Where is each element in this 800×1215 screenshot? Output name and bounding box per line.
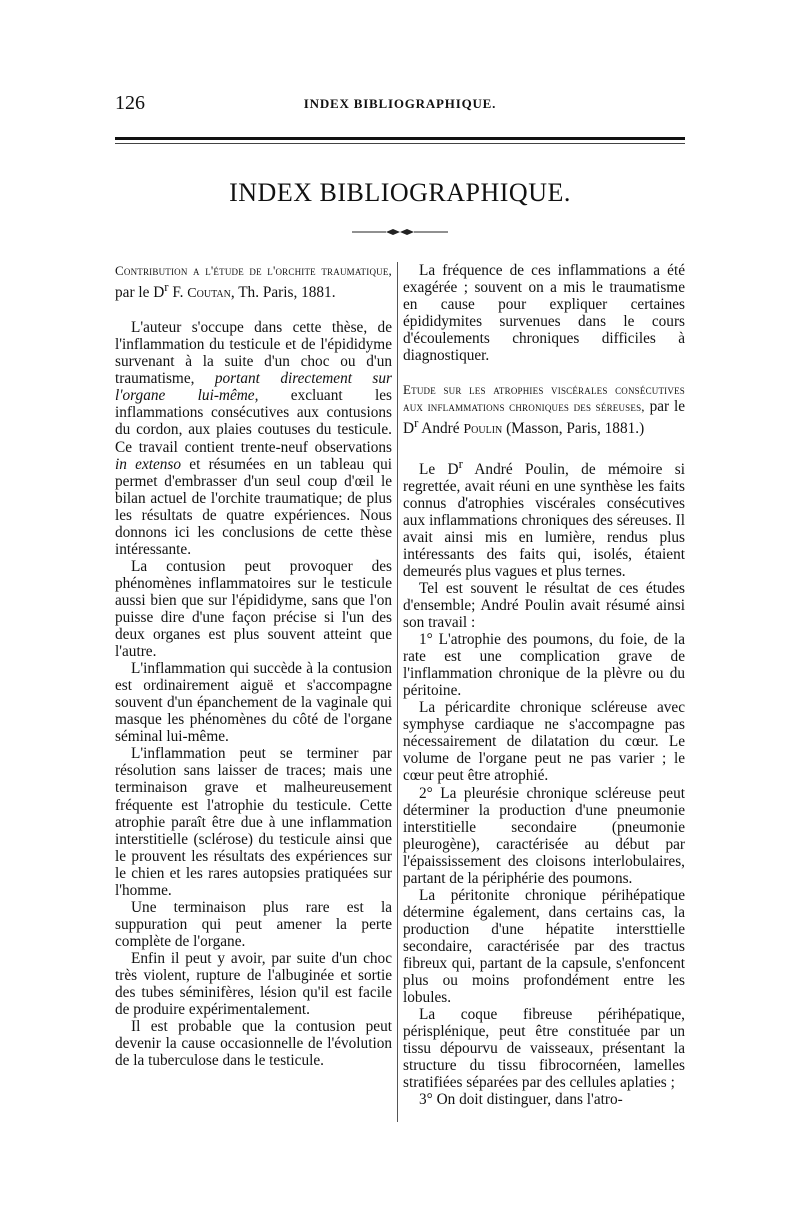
paragraph: 2° La pleurésie chronique scléreuse peut déterminer la production d'une pneumonie interstitielle secondaire (pneumonie pleurogène), caractérisée au début par l'épaississement des cloisons interlobulaires, partant de la périphérie des poumons. [403,784,685,887]
entry-publication: , Th. Paris, 1881. [230,284,336,302]
paragraph: La coque fibreuse périhépatique, périsplénique, peut être constituée par un tissu dépourvu de vaisseaux, présentant la structure du tissu fibrocornéen, lamelles stratifiées séparées par des cellules aplaties ; [403,1006,685,1092]
entry-author-initial: F. [168,284,188,302]
text-run: L'auteur s'occupe dans cette thèse, de l'inflammation du testicule et de l'épididyme survenant à la suite d'un choc ou d'un traumatisme, [115,319,392,388]
entry-author-firstname: André [418,420,464,438]
text-run: excluant les inflammations consécutives aux contusions du cordon, aux plaies coutuses du testicule. Ce travail contient trente-neuf observations [115,387,392,456]
entry-author-name: Poulin [463,422,503,438]
entry-title: Contribution a l'étude de l'orchite traumatique, [115,263,392,278]
italic-run: portant directement sur l'organe lui-même, [115,370,392,405]
superscript: r [458,456,463,471]
paragraph: L'inflammation peut se terminer par résolution sans laisser de traces; mais une terminaison grave et malheureusement fréquente est l'atrophie du testicule. Cette atrophie paraît être due à une inflammation interstitielle (sclérose) du testicule ainsi que le prouvent les résultats des expériences sur le chien et les rares autopsies pratiquées sur l'homme. [115,745,392,899]
entry-author-prefix: par le D [115,284,165,302]
header-rule-thin [115,143,685,144]
paragraph: Enfin il peut y avoir, par suite d'un choc très violent, rupture de l'albuginée et sortie des tubes séminifères, lésion qu'il est facile de produire expérimentalement. [115,949,392,1019]
page-header [115,92,685,120]
paragraph [403,456,685,580]
paragraph: La péritonite chronique périhépatique détermine également, dans certains cas, la production d'une hépatite intersttielle secondaire, caractérisée par des tractus fibreux qui, partant de la capsule, s'enfoncent plus ou moins profondément entre les lobules. [403,886,685,1007]
column-divider [397,262,398,1122]
left-column [115,262,392,1069]
bibliography-entry-coutan [115,262,392,302]
paragraph: 1° L'atrophie des poumons, du foie, de la rate est une complication grave de l'inflammation chronique de la plèvre ou du péritoine. [403,631,685,700]
italic-run: in extenso [115,455,182,473]
paragraph: La péricardite chronique scléreuse avec symphyse cardiaque ne s'accompagne pas nécessairement de dilatation du cœur. Le volume de l'organe peut ne pas varier ; le cœur peut être atrophié. [403,699,685,785]
entry-title: Etude sur les atrophies viscérales consécutives aux inflammations chroniques des séreuses, [403,382,685,415]
entry-author-name: Coutan [187,286,231,302]
entry-author-prefix: par le D [403,398,685,438]
page-number: 126 [115,92,145,114]
entry-author-sup: r [164,280,169,295]
paragraph: La fréquence de ces inflammations a été exagérée ; souvent on a mis le traumatisme en cause pour expliquer certaines épididymites survenues dans le cours d'écoulements chroniques difficiles à diagnostiquer. [403,262,685,365]
paragraph: Une terminaison plus rare est la suppuration qui peut amener la perte complète de l'organe. [115,898,392,950]
entry-author-sup: r [414,416,419,431]
paragraph: La contusion peut provoquer des phénomènes inflammatoires sur le testicule aussi bien que sur l'épididyme, sans que l'on puisse dire d'une façon précise si l'un des deux organes est plus souvent atteint que l'autre. [115,557,392,661]
text-run: André Poulin, de mémoire si regrettée, avait réuni en une synthèse les faits connus d'atrophies viscérales consécutives aux inflammations chroniques des séreuses. Il avait ainsi mis en lumière, rendus plus intéressants des faits qui, isolés, étaient demeurés plus vagues et plus ternes. [403,460,685,580]
running-head: INDEX BIBLIOGRAPHIQUE. [303,96,497,111]
paragraph: Tel est souvent le résultat de ces études d'ensemble; André Poulin avait résumé ainsi son travail : [403,579,685,632]
bibliography-entry-poulin [403,381,685,438]
entry-publication: (Masson, Paris, 1881.) [502,420,645,438]
ornament-divider [350,228,450,236]
header-rule-thick [115,137,685,140]
paragraph: L'inflammation qui succède à la contusion est ordinairement aiguë et s'accompagne souvent d'un épanchement de la vaginale qui masque les phénomènes du côté de l'organe séminal lui-même. [115,660,392,746]
paragraph [115,319,392,558]
page-title: INDEX BIBLIOGRAPHIQUE. [229,178,571,207]
paragraph: Il est probable que la contusion peut devenir la cause occasionnelle de l'évolution de la tuberculose dans le testicule. [115,1018,392,1070]
text-run: Le D [419,460,459,478]
right-column [403,262,685,1108]
paragraph: 3° On doit distinguer, dans l'atro- [419,1091,623,1109]
text-run: et résumées en un tableau qui permet d'embrasser d'un seul coup d'œil le bilan actuel de l'orchite traumatique; de plus les résultats de quatre expériences. Nous donnons ici les conclusions de cette thèse intéressante. [115,455,392,558]
